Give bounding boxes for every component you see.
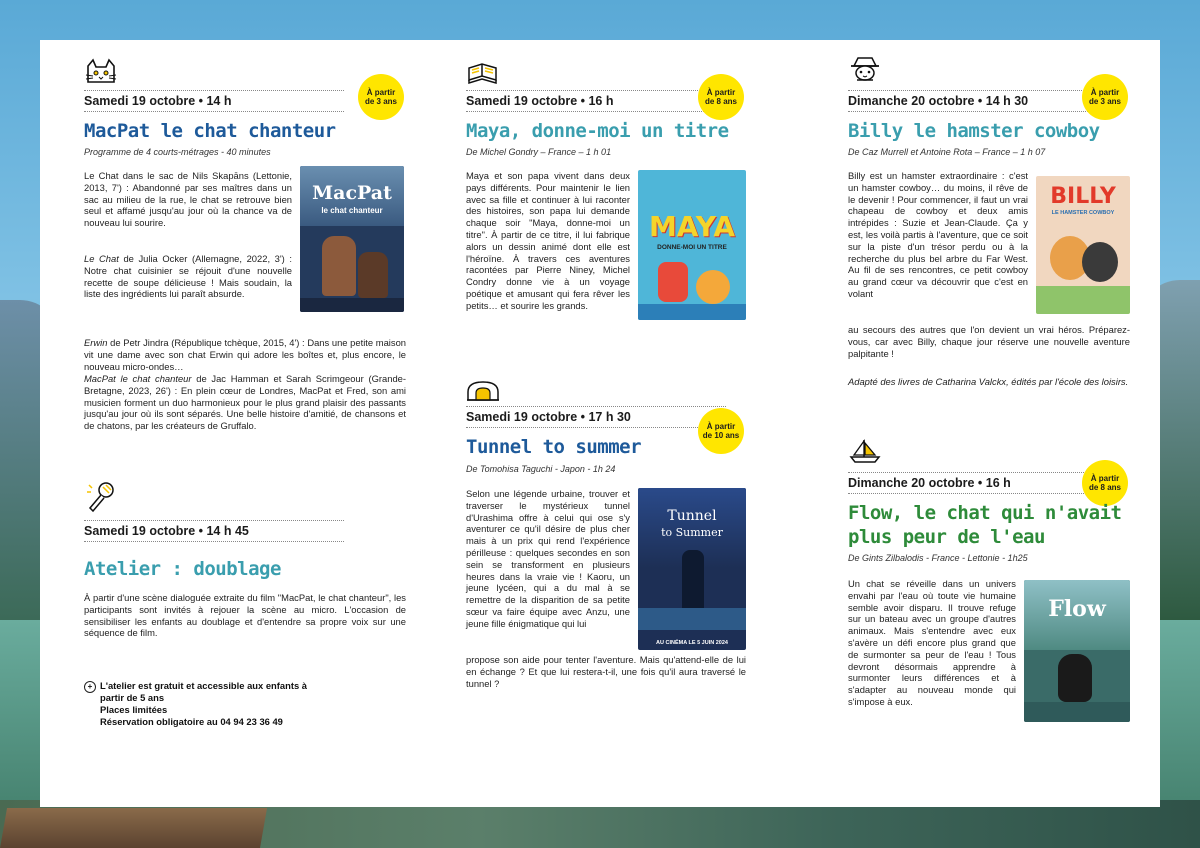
paragraph: Un chat se réveille dans un univers envahi par l'eau où toute vie humaine semble avoir disparu. Il trouve refuge sur un bateau avec un groupe d'autres animaux. Mais s'entendre avec eux s'avère un défi encore plus grand que de surmonter sa peur de l'eau ! Tous devront désormais apprendre à surmonter leurs différences et à s'adapter au nouveau monde qui s'impose à eux. [848,578,1016,707]
film-poster [638,170,746,320]
microphone-icon [84,480,118,514]
event-title: MacPat le chat chanteur [84,120,336,142]
paragraph: propose son aide pour tenter l'aventure. Mais qu'attend-elle de lui en échange ? Et que lui restera-t-il, une fois qu'il aura traversé le tunnel ? [466,654,746,689]
event-subtitle: Programme de 4 courts-métrages - 40 minutes [84,147,271,157]
paragraph: au secours des autres que l'on devient un vrai héros. Préparez-vous, car avec Billy, chaque jour réserve une nouvelle aventure palpitante ! [848,324,1130,359]
poster-title: Tunnel [667,508,717,524]
event-title: Flow, le chat qui n'avait [848,502,1122,524]
badge-line: À partir [1090,474,1120,483]
event-date: Dimanche 20 octobre • 14 h 30 [848,90,1108,112]
tunnel-icon [466,378,500,404]
film-poster [1036,176,1130,314]
badge-line: À partir [366,88,396,97]
film-name: Erwin [84,337,108,348]
paragraph: Maya et son papa vivent dans deux pays différents. Pour maintenir le lien avec sa fille et continuer à lui raconter des histoires, son papa lui demande chaque soir "Maya, donne-moi un titre". À partir de ce titre, il lui fabrique alors un dessin animé dont elle est l'héroïne. À travers ces aventures racontées par Pierre Niney, Michel Condry donne vie à un voyage poétique et amusant qui fera rêver les petits… et sourire les grands. [466,170,630,311]
poster-subtitle: to Summer [661,526,723,539]
paragraph-text: de Jac Hamman et Sarah Scrimgeour (Grande-Bretagne, 2023, 26') : En plein cœur de Londres, MacPat et Fred, son ami musicien forment un duo harmonieux pour le plus grand plaisir des passants jusqu'au jour où ils sont séparés. Une belle histoire d'amitié, de chansons et de chatons, par les créateurs de Gruffalo. [84,373,406,432]
info-line: L'atelier est gratuit et accessible aux enfants à [100,680,308,691]
paragraph [84,337,406,372]
event-title: Tunnel to summer [466,436,642,458]
poster-title: Flow [1048,596,1106,622]
event-subtitle: De Gints Zilbalodis - France - Lettonie - 1h25 [848,553,1028,563]
sailboat-icon [848,438,882,464]
event-date: Samedi 19 octobre • 14 h [84,90,344,112]
event-date: Samedi 19 octobre • 17 h 30 [466,406,726,428]
background-boat [0,808,267,848]
badge-line: À partir [1090,88,1120,97]
book-icon [466,60,500,86]
info-icon: + [84,681,96,693]
column-3 [848,40,1170,807]
age-badge [698,74,744,120]
poster-title: BILLY [1050,184,1116,209]
badge-line: de 3 ans [1088,97,1121,106]
event-date: Samedi 19 octobre • 16 h [466,90,726,112]
adaptation-note: Adapté des livres de Catharina Valckx, édités par l'école des loisirs. [848,376,1129,387]
column-2 [466,40,786,807]
paragraph: À partir d'une scène dialoguée extraite du film "MacPat, le chat chanteur", les participants sont invités à rejouer la scène au micro. L'occasion de sensibiliser les enfants au doublage et d'entendre sa propre voix sur une séquence de film. [84,592,406,639]
poster-subtitle: DONNE-MOI UN TITRE [657,244,727,251]
paragraph: Selon une légende urbaine, trouver et traverser le mystérieux tunnel d'Urashima offre à celui qui ose s'y aventurer ce qu'il désire de plus cher mais à un prix qui rend l'expérience périlleuse : quelques secondes en son sein se transforment en plusieurs heures dans la vraie vie ! Kaoru, un jeune lycéen, qui a du mal à se remettre de la disparition de sa petite sœur va faire équipe avec Anzu, une jeune fille énigmatique qui lui [466,488,630,629]
event-subtitle: De Tomohisa Taguchi - Japon - 1h 24 [466,464,616,474]
age-badge [698,408,744,454]
event-date: Samedi 19 octobre • 14 h 45 [84,520,344,542]
poster-caption: AU CINÉMA LE 5 JUIN 2024 [656,640,728,646]
info-line: Réservation obligatoire au 04 94 23 36 49 [100,716,283,727]
film-name: MacPat le chat chanteur [84,373,192,384]
poster-subtitle: le chat chanteur [321,206,383,215]
column-1 [84,40,406,807]
paragraph: Billy est un hamster extraordinaire : c'est un hamster cowboy… du moins, il rêve de le devenir ! Pour commencer, il faut un vrai chapeau de cowboy et deux amis intrépides : Suzie et Jean-Claude. Ça y est, les voilà partis à l'aventure, que ce soit sur la piste d'un trésor perdu ou à la recherche du plus bel arbre du Far West. Au fil de ses rencontres, ce petit cowboy au grand cœur va découvrir que c'est en volant [848,170,1028,299]
workshop-info [84,680,406,728]
paragraph-text: de Julia Ocker (Allemagne, 2022, 3') : Notre chat cuisinier se réjouit d'une nouvelle recette de soupe délicieuse ! Mais soudain, la liste des ingrédients lui paraît absurde. [84,253,292,300]
badge-line: de 8 ans [1088,483,1121,492]
age-badge [1082,74,1128,120]
info-line: partir de 5 ans [100,692,165,703]
paragraph [84,253,292,300]
poster-title: MAYA [648,210,736,243]
film-poster [1024,580,1130,722]
event-subtitle: De Caz Murrell et Antoine Rota – France – 1 h 07 [848,147,1046,157]
poster-subtitle: LE HAMSTER COWBOY [1051,210,1115,216]
event-date: Dimanche 20 octobre • 16 h [848,472,1108,494]
film-name: Le Chat [84,253,119,264]
event-title: Billy le hamster cowboy [848,120,1100,142]
paragraph [84,373,406,432]
event-title: Atelier : doublage [84,558,281,580]
film-poster [638,488,746,650]
badge-line: de 3 ans [364,97,397,106]
badge-line: À partir [706,422,736,431]
event-title: Maya, donne-moi un titre [466,120,729,142]
badge-line: de 8 ans [704,97,737,106]
hamster-icon [848,56,882,82]
event-subtitle: De Michel Gondry – France – 1 h 01 [466,147,612,157]
paragraph: Le Chat dans le sac de Nils Skapāns (Lettonie, 2013, 7') : Abandonné par ses maîtres dans un sac au milieu de la rue, le chat se retrouve bien seul et affamé jusqu'au jour où la chance va de nouveau lui sourire. [84,170,292,229]
info-line: Places limitées [100,704,168,715]
cat-icon [84,58,118,84]
age-badge [358,74,404,120]
program-page [40,40,1160,807]
poster-title: MacPat [312,182,392,204]
age-badge [1082,460,1128,506]
badge-line: À partir [706,88,736,97]
event-title-line2: plus peur de l'eau [848,526,1045,548]
film-poster [300,166,404,312]
paragraph-text: de Petr Jindra (République tchèque, 2015, 4') : Dans une petite maison vit une dame avec son chat Erwin qui adore les boîtes et, plus encore, le nouveau micro-ondes… [84,337,406,372]
badge-line: de 10 ans [702,431,740,440]
